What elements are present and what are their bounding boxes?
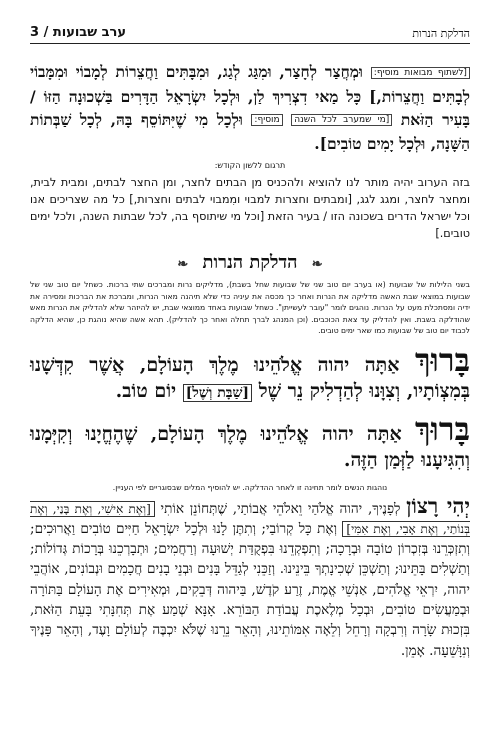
blessing-first-word: בָּרוּךְ — [414, 340, 470, 379]
prayer-body: וְאֶת כָּל קְרוֹבַי; וְתִתֶּן לָנוּ וּלְכָל יִשְׂרָאֵל חַיִּים טוֹבִים וַאֲרוּכִים; וְתִזְכְּרֵנוּ בְּזִכְרוֹן טוֹבָה וּבְרָכָה; וְתִפְקְדֵנוּ בִּפְקֻדַּת יְשׁוּעָה וְרַחֲמִים; וּתְבָרְכֵנוּ בְּרָכוֹת גְּדוֹלוֹת; וְתַשְׁלִים בָּתֵּינוּ; וְתַשְׁכֵּן שְׁכִינָתְךָ בֵּינֵינוּ. וְזַכֵּנִי לְגַדֵּל בָּנִים וּבְנֵי בָנִים חֲכָמִים וּנְבוֹנִים, אוֹהֲבֵי יהוה, יִרְאֵי אֱלֹהִים, אַנְשֵׁי אֱמֶת, זֶרַע קֹדֶשׁ, בַּיהוה דְּבֵקִים, וּמְאִירִים אֶת הָעוֹלָם בַּתּוֹרָה וּבְמַעֲשִׂים טוֹבִים, וּבְכָל מְלֶאכֶת עֲבוֹדַת הַבּוֹרֵא. אָנָּא שְׁמַע אֶת תְּחִנָּתִי בָּעֵת הַזֹּאת, בִּזְכוּת שָׂרָה וְרִבְקָה וְרָחֵל וְלֵאָה אִמּוֹתֵינוּ, וְהָאֵר נֵרֵנוּ שֶׁלֹּא יִכְבֶּה לְעוֹלָם וָעֶד, וְהָאֵר פָּנֶיךָ וְנִוָּשֵׁעָה. אָמֵן. — [30, 520, 470, 659]
aramaic-line-4: וּלְכָל מִי שֶׁיִּתּוֹסֵף בָּהּ, לְכָל שַׁבְּתוֹת הַשָּׁנָה, וּלְכָל יָמִים טוֹבִים]. — [30, 109, 470, 153]
shabbat-bracket: [שַׁבָּת וְשֶׁל] — [183, 384, 252, 402]
note-box-3: מוסיף: — [251, 114, 282, 126]
aramaic-line-3: יִשְׂרָאֵל הַדָּרִים בַּשְׁכוּנָה הַזּוֹ / בָּעִיר הַזֹּאת — [30, 86, 470, 129]
blessing-line-1: אַתָּה יהוה אֱלֹהֵינוּ מֶלֶךְ הָעוֹלָם, שֶׁהֶחֱיָנוּ — [85, 422, 402, 445]
aramaic-line-1: וּמְחֲצַר לְחָצַר, וּמִגַּג לְגַג, — [217, 62, 363, 81]
yehi-ratzon-prayer — [30, 492, 471, 661]
header-section-title: ערב שבועות / 3 — [30, 25, 127, 40]
ornament-icon: ❧ — [177, 257, 189, 272]
note-box-2: [מי שמערב לכל השנה — [291, 114, 392, 126]
note-box: [לשתוף מבואות מוסיף: — [371, 67, 470, 79]
lighting-instructions: בשני הלילות של שבועות (או בערב יום טוב שני של שבועות שחל בשבת), מדליקים נרות ומברכים שתי ברכות. כשחל יום טוב שני של שבועות במוצאי שבת האשה מדליקה את הנרות ואחר כך מכסה את עיניה כדי שלא תיהנה מאור הנרות, ומברכת את הברכות ומסירה את ידיה ומסתכלת מעט על הנרות. נוהגים לומר "עובר לעשייתן". כשחל שבועות באחד ממוצאי שבת, יש להיזהר שלא להדליק את הנרות מאש שהודלקה בשבת. ואין להדליק עד צאת הכוכבים. (וכן המנהג לברך תחלה ואחר כך להדליק). תהא אשה שהיא נוהגת כן, שהיא הדלקה לכבוד יום טוב של שבועות כמו שאר ימים טובים. — [30, 280, 470, 335]
blessing-first-word: בָּרוּךְ — [414, 409, 470, 448]
blessing-line-1: אַתָּה יהוה אֱלֹהֵינוּ מֶלֶךְ הָעוֹלָם, אֲשֶׁר קִדְּשָׁנוּ — [30, 353, 400, 376]
family-bracket: [וְאֶת אִישִׁי, וְאֶת בָּנַי, וְאֶת בְּנוֹתַי, וְאֶת אָבִי, וְאֶת אִמִּי] — [30, 501, 470, 536]
prayer-line-1: לְפָנֶיךָ, יהוה אֱלֹהַי וֵאלֹהֵי אֲבוֹתַי, שֶׁתְּחוֹנֵן אוֹתִי — [160, 500, 401, 517]
blessing-line-3: יוֹם טוֹב. — [115, 379, 177, 402]
aramaic-line-2: לְמָבוֹי וּמִמָּבוֹי לְבָתִּים וַחֲצֵרוֹת,] כָּל מַאי דִצְרִיךְ לַן, וּלְכָל — [30, 62, 470, 106]
prayer-instructions: נוהגות הנשים לומר תחינה זו לאחר ההדלקה. יש להוסיף המלים שבסוגריים לפי העניין. — [112, 482, 388, 492]
blessing-line-2: וְקִיְּמָנוּ וְהִגִּיעָנוּ לַזְּמַן הַזֶּה. — [30, 422, 470, 471]
aramaic-line-1-tail: וּמִבָּתִּים וַחֲצֵרוֹת — [115, 62, 210, 81]
header-subtitle: הדלקת הנרות — [412, 27, 470, 40]
page-header — [30, 22, 470, 44]
eruv-aramaic-text — [30, 60, 470, 155]
section-heading — [30, 252, 470, 273]
prayer-first-words: יְהִי רָצוֹן — [406, 492, 471, 518]
section-title: הדלקת הנרות — [202, 252, 298, 273]
blessing-line-2: בְּמִצְוֹתָיו, וְצִוָּנוּ לְהַדְלִיק נֵר שֶׁל — [258, 379, 470, 402]
blessing-candles — [30, 340, 470, 406]
blessing-shehecheyanu — [30, 409, 470, 473]
ornament-icon: ❧ — [311, 257, 323, 272]
translation-text: בזה הערוב יהיה מותר לנו להוציא ולהכניס מן הבתים לחצר, ומן החצר לבתים, ומבית לבית, ומחצר לחצר, ומגג לגג, [ומבתים וחצרות למבוי ומִמבוי לבתים וחצרות,] כל מה שצריכים אנו וכל ישראל הדרים בשכונה הזו / בעיר הזאת [וכל מי שיתוסף בה, לכל שבתות השנה, ולכל ימים טובים.] — [30, 176, 470, 240]
translation-label: תרגום ללשון הקודש: — [214, 161, 286, 170]
